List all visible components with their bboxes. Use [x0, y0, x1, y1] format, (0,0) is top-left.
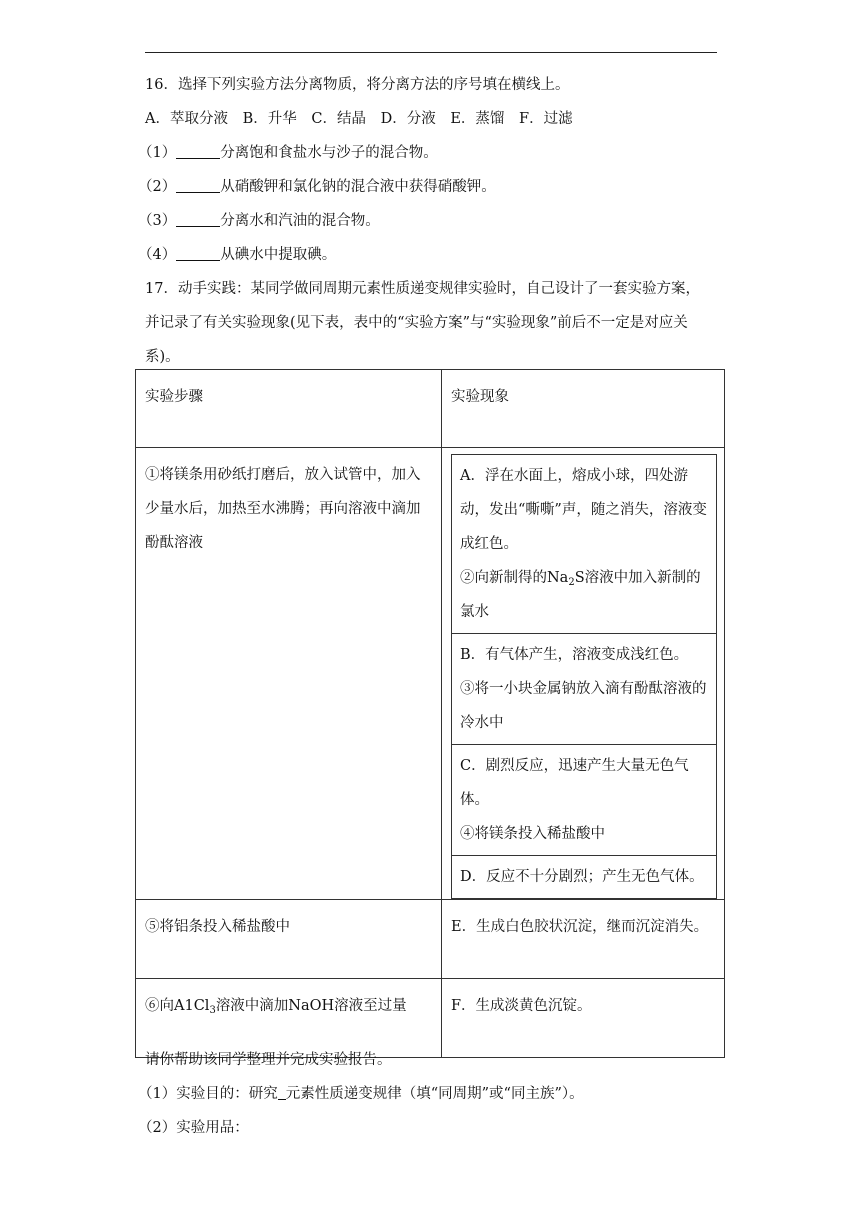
- inner-cell-d: D．反应不十分剧烈；产生无色气体。: [452, 856, 717, 899]
- answer-blank: [176, 144, 220, 159]
- inner-cell-c: C．剧烈反应，迅速产生大量无色气体。 ④将镁条投入稀盐酸中: [452, 745, 717, 856]
- answer-blank: [176, 246, 220, 261]
- answer-blank: [176, 212, 220, 227]
- inner-cell-b: B．有气体产生，溶液变成浅红色。 ③将一小块金属钠放入滴有酚酞溶液的冷水中: [452, 634, 717, 745]
- q17-intro-line3: 系)。: [145, 349, 180, 365]
- q16-item-3: （3） 分离水和汽油的混合物。: [138, 213, 380, 229]
- inner-cell-a: A．浮在水面上，熔成小球，四处游动，发出“嘶嘶”声，随之消失，溶液变成红色。 ②向新制得的$Na_2S$溶液中加入新制的氯水: [452, 455, 717, 634]
- answer-blank: [176, 178, 220, 193]
- q16-title: 16．选择下列实验方法分离物质，将分离方法的序号填在横线上。: [145, 77, 570, 93]
- q16-options: [145, 107, 583, 128]
- q17-part1: （1）实验目的：研究 元素性质递变规律（填“同周期”或“同主族”）。: [138, 1086, 584, 1102]
- option-b: B．升华: [242, 111, 297, 127]
- option-d: D．分液: [380, 111, 436, 127]
- experiment-table: [135, 369, 725, 1058]
- step5-cell: ⑤将铝条投入稀盐酸中: [136, 900, 442, 979]
- option-f: F．过滤: [519, 111, 573, 127]
- step2-text: ②向新制得的$Na_2S$溶液中加入新制的氯水: [460, 570, 701, 620]
- q17-intro-line2: 并记录了有关实验现象(见下表，表中的“实验方案”与“实验现象”前后不一定是对应关: [145, 315, 688, 331]
- nested-table: [451, 454, 717, 899]
- q16-item-1: （1） 分离饱和食盐水与沙子的混合物。: [138, 145, 438, 161]
- q17-after-text: 请你帮助该同学整理并完成实验报告。: [145, 1052, 392, 1068]
- q17-intro-line1: 17．动手实践：某同学做同周期元素性质递变规律实验时，自己设计了一套实验方案，: [145, 281, 700, 297]
- answer-blank: [278, 1085, 286, 1100]
- nested-table-cell: [442, 448, 725, 900]
- q17-part2: （2）实验用品：: [138, 1120, 249, 1136]
- q16-item-4: （4） 从碘水中提取碘。: [138, 247, 337, 263]
- q16-item-2: （2） 从硝酸钾和氯化钠的混合液中获得硝酸钾。: [138, 179, 496, 195]
- option-c: C．结晶: [311, 111, 366, 127]
- phenomenon-f-cell: F．生成淡黄色沉锭。: [442, 979, 725, 1058]
- header-steps-cell: 实验步骤: [136, 370, 442, 448]
- step6-cell: ⑥向$A1Cl_3$溶液中滴加NaOH溶液至过量: [136, 979, 442, 1058]
- phenomenon-e-cell: E．生成白色胶状沉淀，继而沉淀消失。: [442, 900, 725, 979]
- option-e: E．蒸馏: [450, 111, 505, 127]
- header-phenomena-cell: 实验现象: [442, 370, 725, 448]
- step1-cell: ①将镁条用砂纸打磨后，放入试管中，加入少量水后，加热至水沸腾；再向溶液中滴加酚酞溶液: [136, 448, 442, 900]
- header-rule: [145, 52, 717, 53]
- option-a: A．萃取分液: [145, 111, 228, 127]
